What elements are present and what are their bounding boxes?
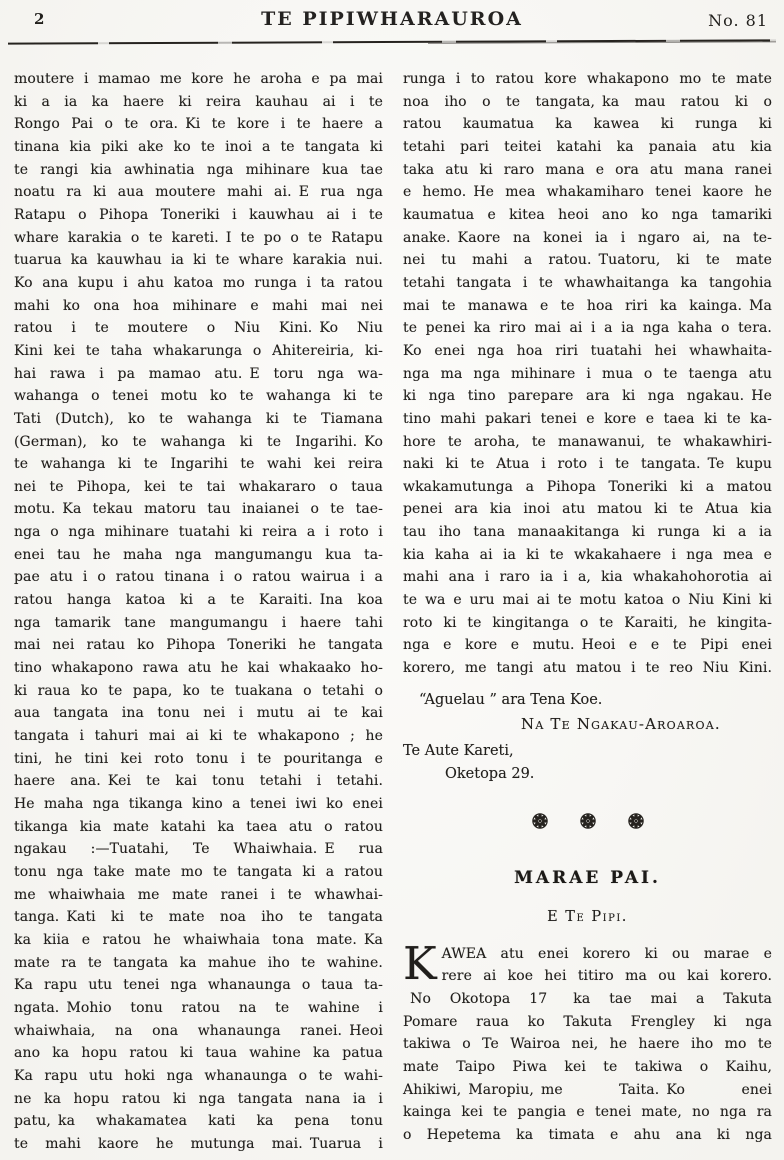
text-line: o Hepetema ka timata e ahu ana ki nga bbox=[403, 1126, 772, 1143]
text-line: Pomare raua ko Takuta Frengley ki nga bbox=[403, 1013, 772, 1030]
text-line: tangata i tahuri mai ai ki te whakapono ; he bbox=[14, 728, 383, 745]
text-line: mahi ko ona hoa mihinare e mahi mai nei bbox=[14, 297, 383, 314]
text-line: ngata. Mohio tonu ratou na te wahine i bbox=[14, 999, 383, 1016]
text-line: ratou hanga katoa ki a te Karaiti. Ina koa bbox=[14, 592, 383, 609]
text-line: nga ma nga mihinare i mua o te taenga atu bbox=[403, 365, 772, 382]
text-line: Ko ana kupu i ahu katoa mo runga i ta ratou bbox=[14, 274, 383, 291]
flower-rosette-icon bbox=[579, 812, 597, 830]
text-line: roto ki te kingitanga o te Karaiti, he kingita- bbox=[403, 614, 772, 631]
right-column bbox=[403, 68, 772, 1156]
text-line: ki a ia ka haere ki reira kauhau ai i te bbox=[14, 93, 383, 110]
text-line: kaumatua e kitea heoi ano ko nga tamariki bbox=[403, 206, 772, 223]
left-column bbox=[14, 68, 383, 1156]
text-line: Tati (Dutch), ko te wahanga ki te Tiamana bbox=[14, 410, 383, 427]
text-line: te wa e uru mai ai te motu katoa o Niu Kini ki bbox=[403, 592, 772, 609]
text-line: Ratapu o Pihopa Toneriki i kauwhau ai i te bbox=[14, 206, 383, 223]
text-line: (German), ko te wahanga ki te Ingarihi. Ko bbox=[14, 433, 383, 450]
article-body bbox=[403, 936, 772, 1147]
text-line: rere ai koe hei titiro ma ou kai korero. bbox=[441, 968, 772, 985]
article-salutation: E Te Pipi. bbox=[547, 908, 628, 925]
text-line: tinana kia piki ake ko te inoi a te tangata ki bbox=[14, 138, 383, 155]
text-line: ano ka hopu ratou ki taua wahine ka patua bbox=[14, 1045, 383, 1062]
article-lines bbox=[403, 936, 772, 1147]
text-line: aua tangata ina tonu nei i mutu ai te kai bbox=[14, 705, 383, 722]
text-line: tetahi tangata i te whawhaitanga ka tangohia bbox=[403, 274, 772, 291]
text-line: haere ana. Kei te kai tonu tetahi i tetahi. bbox=[14, 773, 383, 790]
letter-signature: Na Te Ngakau-Aroaroa. bbox=[521, 714, 721, 733]
text-line: tino whakapono rawa atu he kai whakaako ho- bbox=[14, 660, 383, 677]
text-line: AWEA atu enei korero ki ou marae e bbox=[441, 945, 772, 962]
text-line: Ka rapu utu hoki nga whanaunga o te wahi- bbox=[14, 1067, 383, 1084]
letter-salutation: “Aguelau ” ara Tena Koe. bbox=[419, 691, 603, 708]
text-line: ratou kaumatua ka kawea ki runga ki bbox=[403, 116, 772, 133]
text-line: noatu ra ki aua moutere mahi ai. E rua nga bbox=[14, 184, 383, 201]
page-number: 2 bbox=[34, 10, 45, 28]
text-line: te penei ka riro mai ai i a ia nga kaha o tera. bbox=[403, 320, 772, 337]
text-line: tino mahi pakari tenei e kore e taea ki te ka- bbox=[403, 410, 772, 427]
text-line: mai nei ratau ko Pihopa Toneriki he tangata bbox=[14, 637, 383, 654]
text-line: motu. Ka tekau matoru tau inaianei o te tae- bbox=[14, 501, 383, 518]
text-line: ratou i te moutere o Niu Kini. Ko Niu bbox=[14, 320, 383, 337]
body-columns bbox=[0, 44, 784, 1156]
letter-date: Oketopa 29. bbox=[445, 765, 535, 782]
text-line: nei te Pihopa, kei te tai whakararo o taua bbox=[14, 478, 383, 495]
masthead bbox=[0, 8, 784, 34]
text-line: ngakau :—Tuatahi, Te Whaiwhaia. E rua bbox=[14, 841, 383, 858]
text-line: mai te manawa e te hoa riri ka kainga. Ma bbox=[403, 297, 772, 314]
text-line: pae atu i o ratou tinana i o ratou wairua i a bbox=[14, 569, 383, 586]
text-line: tonu nga take mate mo te tangata ki a ratou bbox=[14, 863, 383, 880]
text-line: noa iho o te tangata, ka mau ratou ki o bbox=[403, 93, 772, 110]
text-line: kainga kei te pangia e tenei mate, no nga ra bbox=[403, 1104, 772, 1121]
paper-title: TE PIPIWHARAUROA bbox=[261, 8, 523, 30]
text-line: wkakamutunga a Pihopa Toneriki ki a matou bbox=[403, 478, 772, 495]
text-line: ne ka hopu ratou ki nga tangata nana ia i bbox=[14, 1090, 383, 1107]
text-line: tini, he tini kei roto tonu i te pouritanga e bbox=[14, 750, 383, 767]
text-line: enei tau he maha nga mangumangu kua ta- bbox=[14, 546, 383, 563]
text-line: me whaiwhaia me mate ranei i te whawhai- bbox=[14, 886, 383, 903]
text-line: tau iho tana manaakitanga ki runga ki a ia bbox=[403, 524, 772, 541]
text-line: taka atu ki raro mana e ora atu mana ranei bbox=[403, 161, 772, 178]
text-line: No Okotopa 17 ka tae mai a Takuta bbox=[403, 991, 772, 1008]
text-line: naki ki te Atua i roto i te tangata. Te kupu bbox=[403, 456, 772, 473]
text-line: nga e kore e mutu. Heoi e e te Pipi enei bbox=[403, 637, 772, 654]
text-line: tanga. Kati ki te mate noa iho te tangata bbox=[14, 909, 383, 926]
text-line: nga o nga mihinare tuatahi ki reira a i roto i bbox=[14, 524, 383, 541]
text-line: Rongo Pai o te ora. Ki te kore i te haere a bbox=[14, 116, 383, 133]
text-line: Ka rapu utu tenei nga whanaunga o taua ta- bbox=[14, 977, 383, 994]
text-line: nga tamarik tane mangumangu i haere tahi bbox=[14, 614, 383, 631]
letter-body bbox=[403, 68, 772, 680]
text-line: Kini kei te taha whakarunga o Ahitereiria, ki- bbox=[14, 342, 383, 359]
text-line: mate Taipo Piwa kei te takiwa o Kaihu, bbox=[403, 1059, 772, 1075]
text-line: ki raua ko te papa, ko te tuakana o tetahi o bbox=[14, 682, 383, 699]
article-heading: MARAE PAI. bbox=[514, 867, 661, 888]
text-line: nei tu mahi a ratou. Tuatoru, ki te mate bbox=[403, 252, 772, 269]
text-line: hai rawa i pa mamao atu. E toru nga wa- bbox=[14, 365, 383, 382]
text-line: e hemo. He mea whakamiharo tenei kaore he bbox=[403, 184, 772, 201]
text-line: mate ra te tangata ka mahue iho te wahine. bbox=[14, 954, 383, 971]
text-line: hore te aroha, te manawanui, te whakawhiri- bbox=[403, 433, 772, 450]
flower-rosette-icon bbox=[531, 812, 549, 830]
text-line: mahi ana i raro ia i a, kia whakahohorotia ai bbox=[403, 569, 772, 586]
text-line: takiwa o Te Wairoa nei, he haere iho mo te bbox=[403, 1036, 772, 1053]
text-line: tetahi pari teitei katahi ka panaia atu kia bbox=[403, 138, 772, 155]
text-line: Ko enei nga hoa riri tuatahi hei whawhaita- bbox=[403, 342, 772, 359]
text-line: patu, ka whakamatea kati ka pena tonu bbox=[14, 1113, 383, 1130]
text-line: anake. Kaore na konei ia i ngaro ai, na te- bbox=[403, 229, 772, 246]
drop-cap: K bbox=[403, 936, 437, 990]
section-divider bbox=[403, 812, 772, 830]
issue-number: No. 81 bbox=[708, 11, 768, 30]
text-line: te mahi kaore he mutunga mai. Tuarua i bbox=[14, 1135, 383, 1152]
text-line: te rangi kia awhinatia nga mihinare kua tae bbox=[14, 161, 383, 178]
text-line: ki nga tino parepare ara ki nga ngakau. He bbox=[403, 388, 772, 405]
text-line: tikanga kia mate katahi ka taea atu o ratou bbox=[14, 818, 383, 835]
text-line: Ahikiwi, Maropiu, me Taita. Ko enei bbox=[403, 1081, 772, 1098]
text-line: runga i to ratou kore whakapono mo te mate bbox=[403, 71, 772, 87]
text-line: whaiwhaia, na ona whanaunga ranei. Heoi bbox=[14, 1022, 383, 1039]
flower-rosette-icon bbox=[627, 812, 645, 830]
text-line: tuarua ka kauwhau ia ki te whare karakia nui. bbox=[14, 252, 383, 269]
letter-place: Te Aute Kareti, bbox=[403, 742, 514, 759]
text-line: penei ara kia inoi atu matou ki te Atua kia bbox=[403, 501, 772, 518]
text-line: He maha nga tikanga kino a tenei iwi ko enei bbox=[14, 796, 383, 812]
text-line: whare karakia o te kareti. I te po o te Ratapu bbox=[14, 229, 383, 246]
text-line: wahanga o tenei motu ko te wahanga ki te bbox=[14, 388, 383, 405]
text-line: korero, me tangi atu matou i te reo Niu Kini. bbox=[403, 660, 772, 677]
text-line: te wahanga ki te Ingarihi te wahi kei reira bbox=[14, 456, 383, 473]
text-line: ka kiia e ratou he whaiwhaia tona mate. Ka bbox=[14, 931, 383, 948]
text-line: moutere i mamao me kore he aroha e pa mai bbox=[14, 71, 383, 87]
text-line: kia kaha ai ia ki te wkakahaere i nga mea e bbox=[403, 546, 772, 563]
